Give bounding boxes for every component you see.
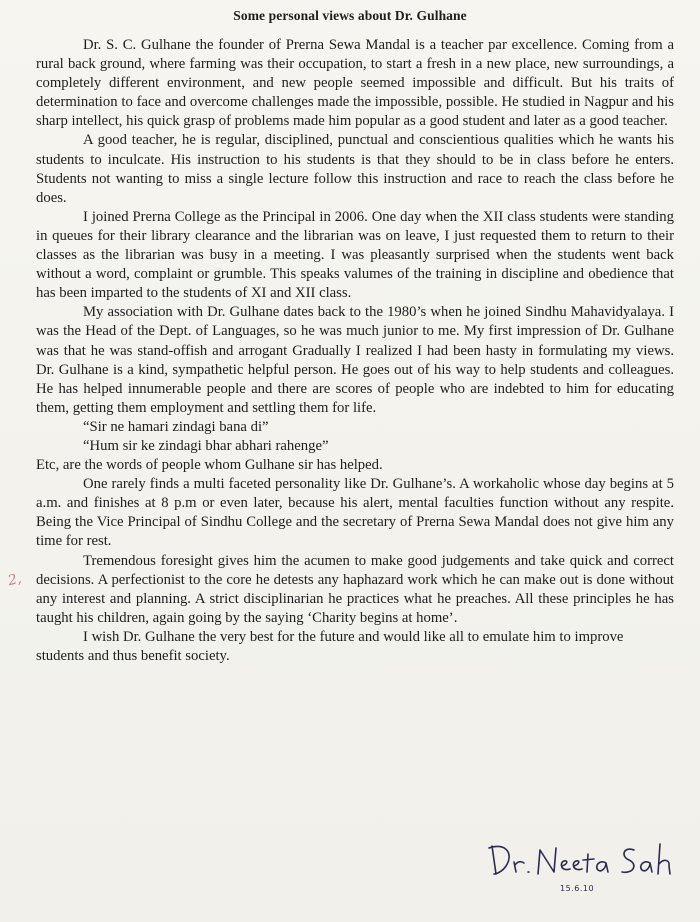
signature-date: 15.6.10 [560, 884, 595, 893]
quote-1: “Sir ne hamari zindagi bana di” [83, 418, 269, 435]
margin-annotation: 2, [6, 570, 23, 590]
paragraph-3: I joined Prerna College as the Principal in 2006. One day when the XII class students were standing in queues for their library clearance and the librarian was on leave, I just requested them to return to their classes as the librarian was busy in a meeting. I was pleasantly surprised when the students went back without a word, complaint or grumble. This speaks valumes of the training in discipline and obedience that has been imparted to the students of XI and XII class. [36, 208, 674, 302]
handwritten-signature [484, 836, 694, 886]
paragraph-5: One rarely finds a multi faceted personality like Dr. Gulhane’s. A workaholic whose day begins at 5 a.m. and finishes at 8 p.m or even later, because his alert, mental faculties function without any respite. Being the Vice Principal of Sindhu College and the secretary of Prerna Sewa Mandal does not give him any time for rest. [36, 476, 674, 550]
quotes-attribution: Etc, are the words of people whom Gulhane sir has helped. [36, 457, 383, 474]
paragraph-7: I wish Dr. Gulhane the very best for the future and would like all to emulate him to improve students and thus benefit society. [36, 628, 624, 664]
letter-body [36, 36, 674, 666]
quote-2: “Hum sir ke zindagi bhar abhari rahenge” [83, 437, 329, 454]
paragraph-1: Dr. S. C. Gulhane the founder of Prerna Sewa Mandal is a teacher par excellence. Coming from a rural back ground, where farming was their occupation, to start a fresh in a new place, new surroundings, a completely different environment, and new people seemed impossible and difficult. But his traits of determination to face and overcome challenges made the impossible, possible. He studied in Nagpur and his sharp intellect, his quick grasp of problems made him popular as a good student and later as a good teacher. [36, 37, 674, 130]
page-title: Some personal views about Dr. Gulhane [233, 8, 467, 23]
paragraph-2: A good teacher, he is regular, disciplined, punctual and conscientious qualities which he wants his students to inculcate. His instruction to his students is that they should to be in class before he enters. Students not wanting to miss a single lecture follow this instruction and race to reach the class before he does. [36, 132, 674, 206]
paragraph-4: My association with Dr. Gulhane dates back to the 1980’s when he joined Sindhu Mahavidyalaya. I was the Head of the Dept. of Languages, so he was much junior to me. My first impression of Dr. Gulhane was that he was stand-offish and arrogant Gradually I realized I had been hasty in formulating my views. Dr. Gulhane is a kind, sympathetic helpful person. He goes out of his way to help students and colleagues. He has helped innumerable people and there are scores of people who are indebted to him for educating them, getting them employment and settling them for life. [36, 304, 674, 416]
paragraph-6: Tremendous foresight gives him the acumen to make good judgements and take quick and correct decisions. A perfectionist to the core he detests any haphazard work which he can make out is done without any interest and planning. A strict disciplinarian he practices what he preaches. All these principles he has taught his children, again going by the saying ‘Charity begins at home’. [36, 552, 674, 626]
